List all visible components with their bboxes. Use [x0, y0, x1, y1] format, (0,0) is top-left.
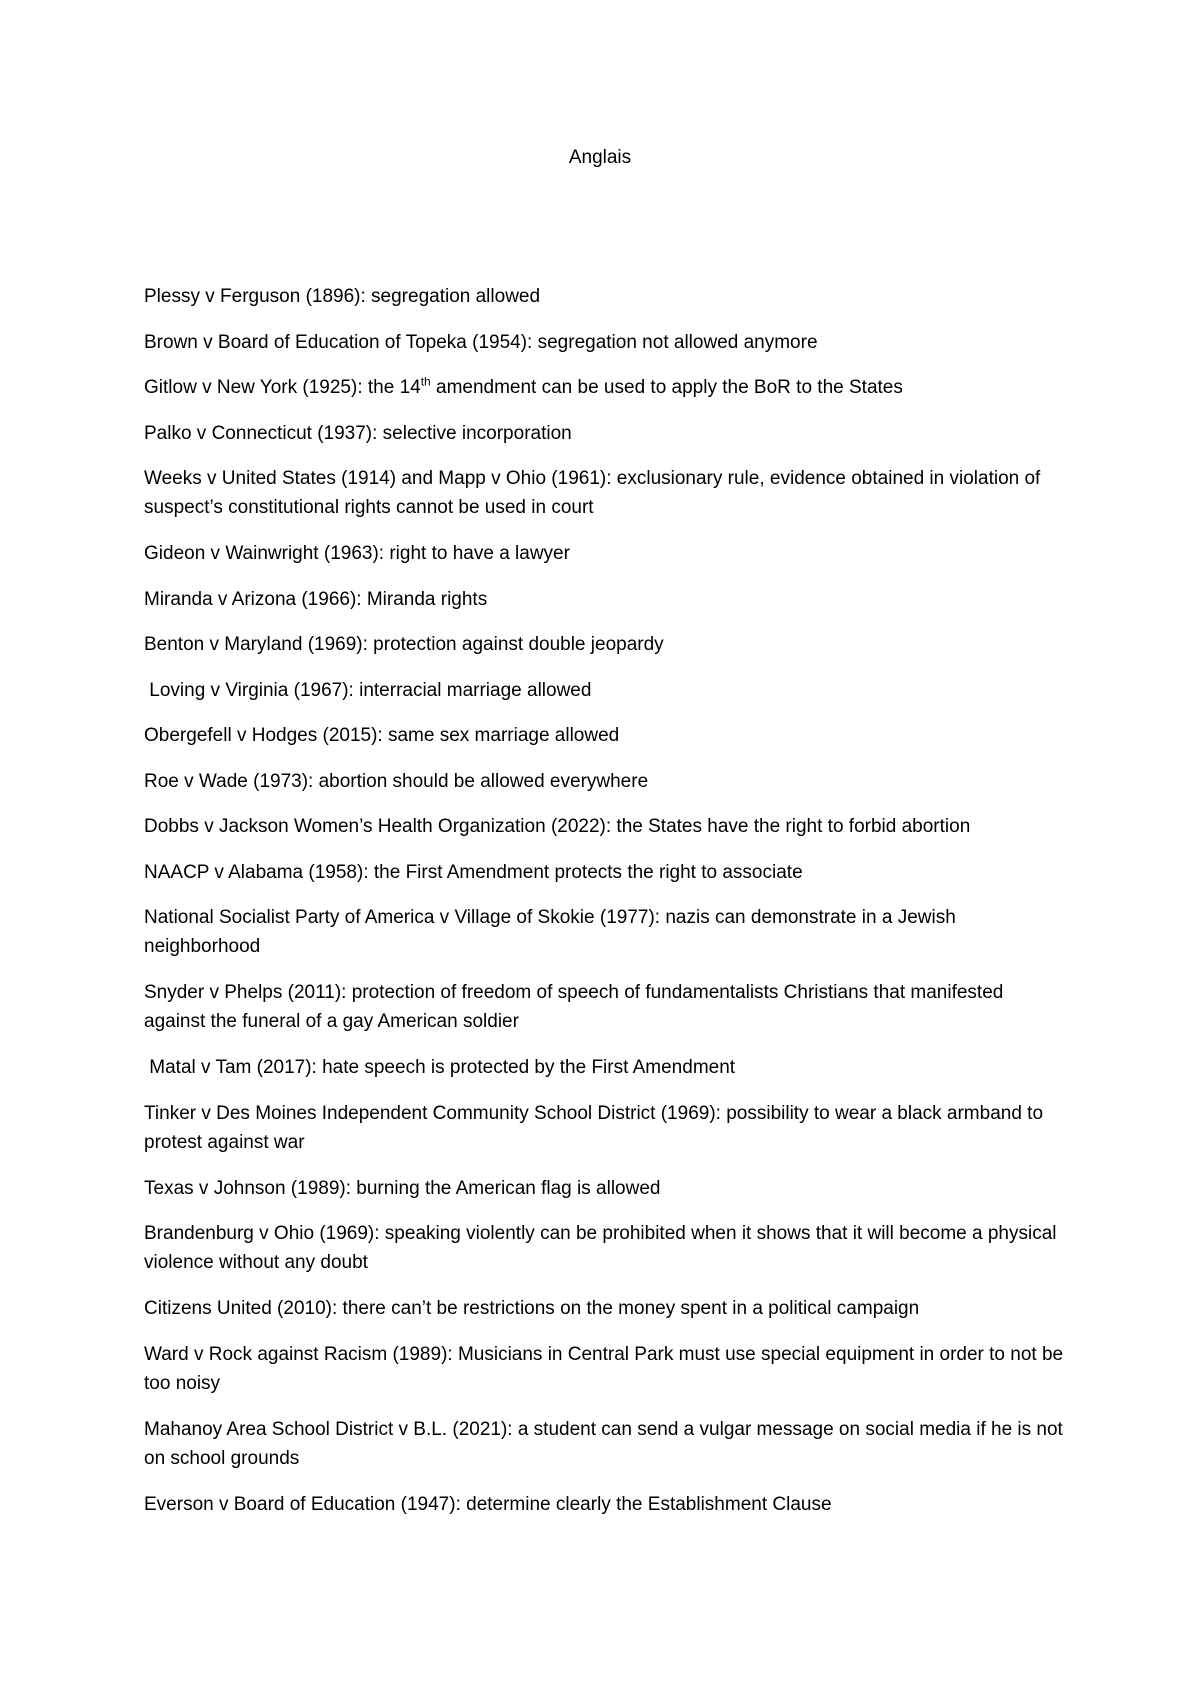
- case-entry: Palko v Connecticut (1937): selective incorporation: [144, 422, 572, 444]
- case-entry: National Socialist Party of America v Village of Skokie (1977): nazis can demonstrate in a Jewish neighborhood: [144, 907, 962, 957]
- case-entry: Loving v Virginia (1967): interracial marriage allowed: [144, 679, 592, 701]
- case-entry: Brandenburg v Ohio (1969): speaking violently can be prohibited when it shows that it will become a physical violence without any doubt: [144, 1223, 1062, 1273]
- case-entry-text: Gitlow v New York (1925): the 14: [144, 377, 421, 398]
- case-entry: Citizens United (2010): there can’t be restrictions on the money spent in a political campaign: [144, 1298, 920, 1319]
- case-entry: Obergefell v Hodges (2015): same sex marriage allowed: [144, 725, 620, 746]
- case-entry: Gideon v Wainwright (1963): right to have a lawyer: [144, 543, 570, 564]
- case-entry: Snyder v Phelps (2011): protection of freedom of speech of fundamentalists Christians that manifested against the funeral of a gay American soldier: [144, 982, 1009, 1032]
- case-entry: Brown v Board of Education of Topeka (1954): segregation not allowed anymore: [144, 331, 818, 353]
- case-entry: Matal v Tam (2017): hate speech is protected by the First Amendment: [144, 1057, 736, 1078]
- case-entry: Roe v Wade (1973): abortion should be allowed everywhere: [144, 770, 649, 792]
- case-entry: Mahanoy Area School District v B.L. (2021): a student can send a vulgar message on social media if he is not on school grounds: [144, 1418, 1069, 1469]
- case-entry: Dobbs v Jackson Women’s Health Organization (2022): the States have the right to forbid abortion: [144, 816, 971, 837]
- case-entry: [144, 373, 1064, 402]
- case-entry: Benton v Maryland (1969): protection against double jeopardy: [144, 634, 664, 655]
- case-list: [144, 282, 1069, 1535]
- ordinal-suffix: th: [420, 374, 431, 389]
- case-entry: Miranda v Arizona (1966): Miranda rights: [144, 588, 488, 610]
- case-entry: Texas v Johnson (1989): burning the American flag is allowed: [144, 1177, 661, 1199]
- case-entry: Everson v Board of Education (1947): determine clearly the Establishment Clause: [144, 1493, 832, 1515]
- case-entry-text: amendment can be used to apply the BoR to the States: [430, 377, 903, 398]
- page-title: Anglais: [568, 147, 632, 168]
- case-entry: Plessy v Ferguson (1896): segregation allowed: [144, 286, 541, 307]
- case-entry: Weeks v United States (1914) and Mapp v Ohio (1961): exclusionary rule, evidence obtained in violation of suspect’s constitutional rights cannot be used in court: [144, 468, 1046, 518]
- case-entry: Tinker v Des Moines Independent Community School District (1969): possibility to wear a black armband to protest against war: [144, 1102, 1049, 1153]
- case-entry: NAACP v Alabama (1958): the First Amendment protects the right to associate: [144, 861, 803, 883]
- case-entry: Ward v Rock against Racism (1989): Musicians in Central Park must use special equipment in order to not be too noisy: [144, 1343, 1069, 1394]
